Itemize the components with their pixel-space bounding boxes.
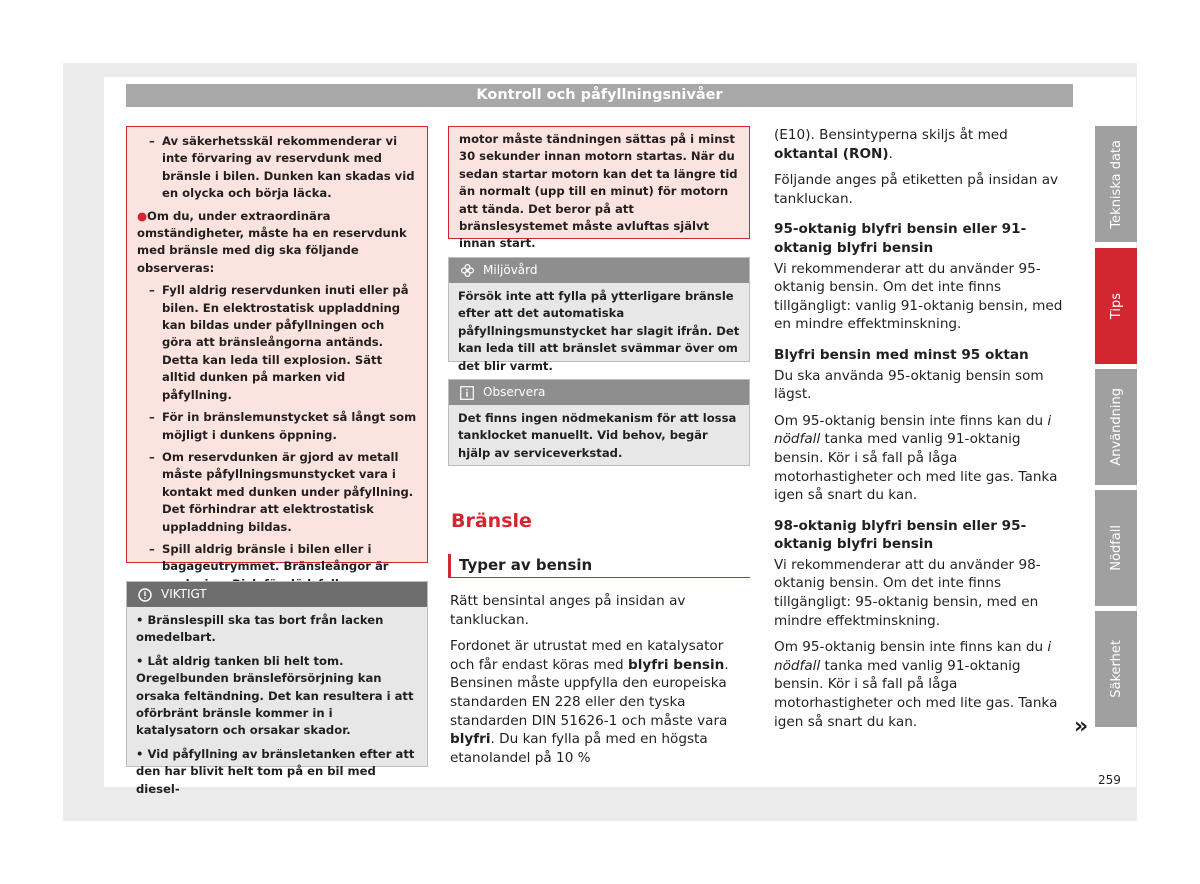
note-header [449,380,749,405]
subheading: 98-oktanig blyfri bensin eller 95-oktanig blyfri bensin [774,517,1027,553]
text-run: Fordonet är utrustat med en katalysator och får endast köras med [450,638,724,673]
info-icon [459,385,475,401]
page-header: Kontroll och påfyllningsnivåer [126,84,1073,107]
warning-box-continued [448,126,750,251]
tab-tekniska-data[interactable] [1095,126,1137,242]
paragraph: Du ska använda 95-oktanig bensin som lägst. [774,367,1044,403]
bullet-icon: ● [137,208,148,223]
note-box [448,379,750,466]
warning-bullet [127,208,417,278]
viktigt-paragraph: • Bränslespill ska tas bort från lacken omedelbart. [136,613,384,645]
paragraph: Rätt bensintal anges på insidan av tankluckan. [450,593,686,628]
environment-body [449,283,749,375]
paragraph: Följande anges på etiketten på insidan av tankluckan. [774,172,1059,207]
text-run: tanka med vanlig 91-oktanig bensin. Kör i så fall på låga motorhastigheter och med lite gas. Tanka igen så snart du kan. [774,431,1058,504]
warning-subitem: – Fyll aldrig reservdunken inuti eller på bilen. En elektrostatisk uppladdning kan bildas under påfyllningen och göra att bränsleångorna antänds. Detta kan leda till explosion. Sätt alltid dunken på marken vid påfyllning. [127,282,417,404]
tab-sakerhet[interactable] [1095,611,1137,727]
text-italic: i nödfall [774,412,1052,448]
tab-nodfall[interactable] [1095,490,1137,606]
page-number: 259 [1098,773,1121,787]
text-run: Om 95-oktanig bensin inte finns kan du [774,639,1048,656]
tab-label: Tips [1108,292,1124,320]
note-text: Det finns ingen nödmekanism för att lossa tanklocket manuellt. Vid behov, begär hjälp av serviceverkstad. [458,411,737,460]
warning-subitem: – Spill aldrig bränsle i bilen eller i bagageutrymmet. Bränsleångor är [127,541,417,593]
paragraph [774,412,1070,505]
tab-label: Tekniska data [1108,139,1124,229]
alert-circle-icon [137,587,153,603]
text-run: . [888,145,893,162]
flower-icon [459,263,475,279]
paragraph [774,638,1070,731]
note-title: Observera [483,385,546,399]
warning-bullet-text: Om du, under extraordinära omständigheter, måste ha en reservdunk med bränsle med dig ska följande observeras: [137,208,407,275]
paragraph [774,126,1070,163]
paragraph: Vi rekommenderar att du använder 95-oktanig bensin. Om det inte finns tillgängligt: vanlig 91-oktanig bensin, med en mindre effektminskning. [774,260,1063,333]
text-run: . Bensinen måste uppfylla den europeiska standarden EN 228 eller den tyska standarden DIN 51626-1 och måste vara [450,656,729,729]
text-bold: oktantal (RON) [774,145,889,162]
tab-anvandning[interactable] [1095,369,1137,485]
environment-text: Försök inte att fylla på ytterligare bränsle efter att det automatiska påfyllningsmunstycket har slagit ifrån. Det kan leda till att bränslet svämmar över om det blir varmt. [458,289,740,373]
viktigt-header [127,582,427,607]
subsection-title: Typer av bensin [448,554,750,578]
paragraph [450,637,750,767]
tab-label: Säkerhet [1108,640,1124,698]
text-run: tanka med vanlig 91-oktanig bensin. Kör i så fall på låga motorhastigheter och med lite gas. Tanka igen så snart du kan. [774,657,1058,730]
section-title: Bränsle [451,510,532,532]
viktigt-body [127,607,427,798]
warning-subitem: – För in bränslemunstycket så långt som möjligt i dunkens öppning. [127,409,417,444]
viktigt-title: VIKTIGT [161,587,207,601]
viktigt-paragraph: • Vid påfyllning av bränsletanken efter att den har blivit helt tom på en bil med diesel- [136,746,415,796]
text-bold: blyfri [450,731,491,748]
text-bold: blyfri bensin [628,656,725,673]
tab-label: Nödfall [1108,525,1124,571]
viktigt-paragraph: • Låt aldrig tanken bli helt tom. Oregelbunden bränsleförsörjning kan orsaka feltändning. Det kan resultera i att oförbränt bränsle kommer in i katalysatorn och orsakar skador. [136,653,414,738]
environment-title: Miljövård [483,263,538,277]
environment-box [448,257,750,373]
text-run: Om 95-oktanig bensin inte finns kan du [774,412,1048,429]
text-run: (E10). Bensintyperna skiljs åt med [774,127,1008,143]
note-body [449,405,749,462]
text-run: . Du kan fylla på med en högsta etanolandel på 10 % [450,731,708,766]
warning-item: – Av säkerhetsskäl rekommenderar vi inte förvaring av reservdunk med bränsle i bilen. Dunken kan skadas vid en olycka och börja läcka. [127,133,417,203]
text-italic: i nödfall [774,639,1052,674]
paragraph: Vi rekommenderar att du använder 98-oktanig bensin. Om det inte finns tillgängligt: 95-oktanig bensin, med en mindre effektminskning. [774,556,1041,629]
subheading: 95-oktanig blyfri bensin eller 91-oktanig blyfri bensin [774,221,1027,256]
environment-header [449,258,749,283]
column-2-text [450,592,750,775]
viktigt-box [126,581,428,796]
warning-subitem: – Om reservdunken är gjord av metall måste påfyllningsmunstycket vara i kontakt med dunken under påfyllning. Det förhindrar att elektrostatisk uppladdning bildas. [127,449,417,536]
continue-icon: » [1074,714,1089,739]
warning-box [126,126,428,574]
column-3-text [774,126,1070,739]
subheading: Blyfri bensin med minst 95 oktan [774,346,1029,363]
warning-text: motor måste tändningen sättas på i minst 30 sekunder innan motorn startas. När du sedan startar motorn kan det ta längre tid än normalt (upp till en minut) för motorn att tända. Det beror på att bränslesystemet måste avluftas självt innan start. [459,132,738,251]
tab-tips[interactable] [1095,248,1137,364]
tab-label: Användning [1108,388,1124,466]
